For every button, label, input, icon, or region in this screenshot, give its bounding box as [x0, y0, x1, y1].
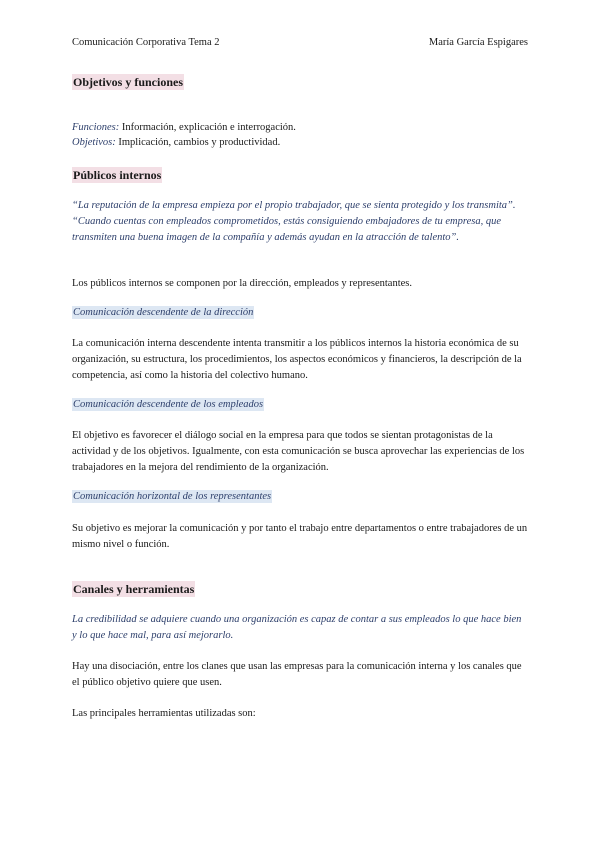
para-direccion: La comunicación interna descendente intenta transmitir a los públicos internos la historia económica de su organización, su estructura, los procedimientos, los aspectos económicos y financieros, la descripción de la competencia, así como la historia del colectivo humano.: [72, 338, 522, 381]
publicos-quote: “La reputación de la empresa empieza por el propio trabajador, que se sienta protegido y los transmita”. “Cuando cuentas con empleados comprometidos, estás consiguiendo embajadores de tu empresa, que transmiten una buena imagen de la compañía y además ayudan en la atracción de talento”.: [72, 200, 516, 243]
header-course-title: Comunicación Corporativa Tema 2: [72, 37, 220, 48]
heading-canales: Canales y herramientas: [73, 582, 195, 596]
heading-objetivos: Objetivos y funciones: [73, 75, 184, 89]
objetivos-line: [72, 136, 528, 150]
canales-quote: La credibilidad se adquiere cuando una organización es capaz de contar a sus empleados lo que hace bien y lo que hace mal, para así mejorarlo.: [72, 614, 522, 641]
subheading-empleados: Comunicación descendente de los empleados: [73, 399, 264, 410]
funciones-text: Información, explicación e interrogación.: [121, 122, 296, 133]
funciones-line: [72, 121, 528, 135]
para-empleados: El objetivo es favorecer el diálogo social en la empresa para que todos se sientan protagonistas de la actividad y de los objetivos. Igualmente, con esta comunicación se busca aprovechar las experiencias de los trabajadores en la mejora del rendimiento de la organización.: [72, 430, 525, 473]
subheading-direccion: Comunicación descendente de la dirección: [73, 307, 254, 318]
publicos-intro: Los públicos internos se componen por la dirección, empleados y representantes.: [72, 278, 412, 289]
para-disociacion: Hay una disociación, entre los clanes que usan las empresas para la comunicación interna y los canales que el público objetivo quiere que usen.: [72, 661, 522, 688]
funciones-label: Funciones:: [72, 122, 120, 133]
objetivos-text: Implicación, cambios y productividad.: [118, 137, 281, 148]
heading-publicos-internos: Públicos internos: [73, 168, 162, 182]
para-herramientas: Las principales herramientas utilizadas son:: [72, 708, 256, 719]
para-representantes: Su objetivo es mejorar la comunicación y por tanto el trabajo entre departamentos o entre trabajadores de un mismo nivel o función.: [72, 523, 528, 550]
objetivos-label: Objetivos:: [72, 137, 116, 148]
page-header: [72, 36, 528, 50]
subheading-representantes: Comunicación horizontal de los representantes: [73, 491, 272, 502]
header-author: María García Espigares: [428, 37, 528, 48]
